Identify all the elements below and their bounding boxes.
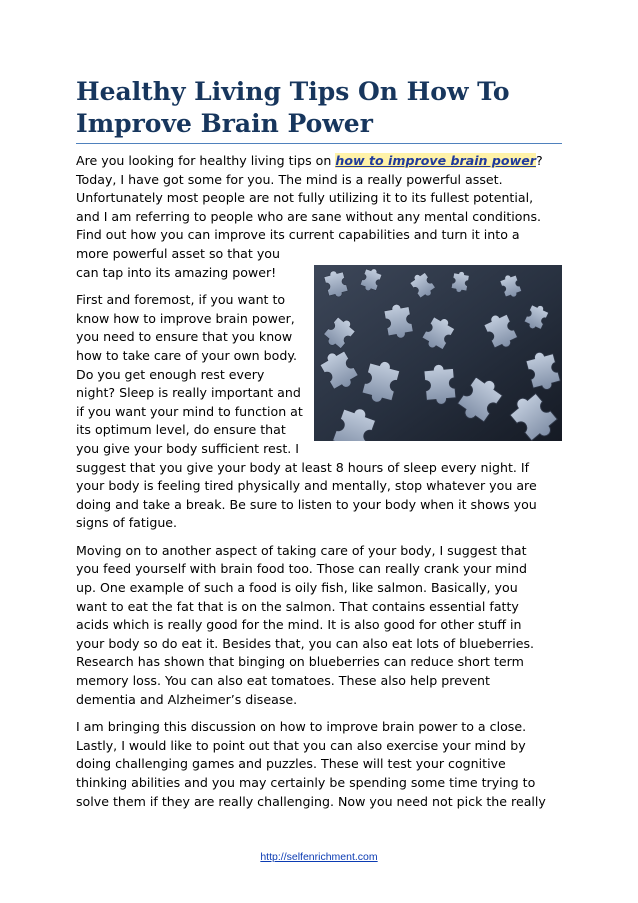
page-footer	[0, 851, 638, 863]
text-line: your body so do eat it. Besides that, you can also eat lots of blueberries.	[76, 635, 535, 651]
title-divider	[76, 143, 562, 144]
footer-link[interactable]: http://selfenrichment.com	[260, 851, 378, 863]
text-line: Find out how you can improve its current capabilities and turn it into a	[76, 227, 520, 243]
text-line: Unfortunately most people are not fully utilizing it to its fullest potential,	[76, 190, 534, 206]
title-line-2: Improve Brain Power	[76, 109, 373, 138]
text-line: night? Sleep is really important and	[76, 385, 301, 401]
text-line: if you want your mind to function at	[76, 403, 303, 419]
text-line: its optimum level, do ensure that	[76, 422, 286, 438]
page-title	[76, 76, 576, 140]
text-line: Today, I have got some for you. The mind is a really powerful asset.	[76, 171, 503, 187]
text-line: solve them if they are really challenging. Now you need not pick the really	[76, 793, 546, 809]
text-line: thinking abilities and you may certainly be spending some time trying to	[76, 775, 536, 790]
text-line: Do you get enough rest every	[76, 366, 265, 382]
text-line: can tap into its amazing power!	[76, 264, 277, 280]
text-line: your body is feeling tired physically and mentally, stop whatever you are	[76, 478, 537, 494]
text-line: memory loss. You can also eat tomatoes. These also help prevent	[76, 673, 490, 689]
text-line: acids which is really good for the mind. It is also good for other stuff in	[76, 617, 522, 633]
text-line: know how to improve brain power,	[76, 310, 295, 326]
text-line: up. One example of such a food is oily fish, like salmon. Basically, you	[76, 580, 518, 596]
text-line: suggest that you give your body at least 8 hours of sleep every night. If	[76, 459, 530, 475]
text-line: First and foremost, if you want to	[76, 292, 286, 308]
text-line: I am bringing this discussion on how to improve brain power to a close.	[76, 719, 527, 735]
text-line: Moving on to another aspect of taking care of your body, I suggest that	[76, 542, 527, 558]
text-line: doing and take a break. Be sure to listen to your body when it shows you	[76, 496, 537, 512]
title-line-1: Healthy Living Tips On How To	[76, 77, 510, 106]
text-line: more powerful asset so that you	[76, 245, 280, 261]
text-line: doing challenging games and puzzles. These will test your cognitive	[76, 756, 506, 772]
text-line: you feed yourself with brain food too. Those can really crank your mind	[76, 561, 528, 577]
text-line: Lastly, I would like to point out that you can also exercise your mind by	[76, 737, 526, 753]
article-body	[76, 152, 566, 811]
text-line: how to take care of your own body.	[76, 347, 297, 363]
text-line: and I am referring to people who are sane without any mental conditions.	[76, 208, 542, 224]
text-line: Research has shown that binging on blueberries can reduce short term	[76, 654, 524, 670]
text-line: you give your body sufficient rest. I	[76, 440, 299, 456]
text-line: want to eat the fat that is on the salmon. That contains essential fatty	[76, 598, 519, 614]
text-line: dementia and Alzheimer’s disease.	[76, 691, 298, 707]
puzzle-pieces-image	[314, 265, 562, 441]
text-line: you need to ensure that you know	[76, 329, 293, 345]
text-line: signs of fatigue.	[76, 515, 178, 531]
intro-line-1: Are you looking for healthy living tips on how to improve brain power?	[76, 153, 543, 168]
keyword-link[interactable]: how to improve brain power	[335, 153, 536, 168]
